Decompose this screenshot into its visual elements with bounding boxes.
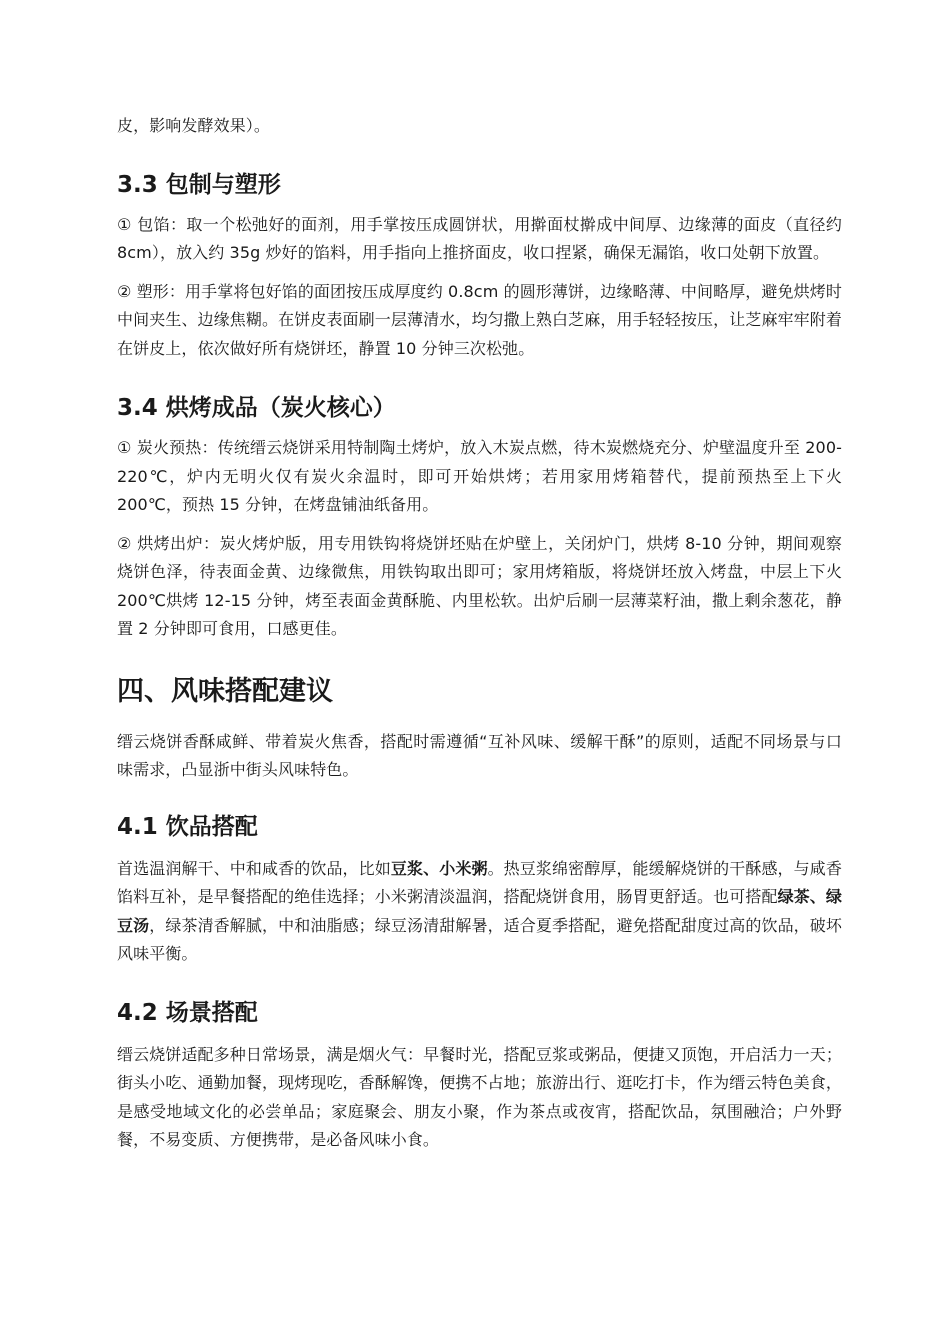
document-page	[117, 112, 842, 1155]
section-3-3-paragraph-1: ① 包馅：取一个松弛好的面剂，用手掌按压成圆饼状，用擀面杖擀成中间厚、边缘薄的面皮（直径约 8cm），放入约 35g 炒好的馅料，用手指向上推挤面皮，收口捏紧，确保无漏馅，收口处朝下放置。	[117, 214, 842, 262]
section-3-3-heading: 3.3 包制与塑形	[117, 171, 281, 198]
section-4-1-paragraph	[117, 855, 842, 969]
section-4-1-bold-1: 豆浆、小米粥	[390, 858, 488, 878]
section-4-1-text-3: ，绿茶清香解腻，中和油脂感；绿豆汤清甜解暑，适合夏季搭配，避免搭配甜度过高的饮品，破坏风味平衡。	[117, 915, 842, 963]
section-4-paragraph-1: 缙云烧饼香酥咸鲜、带着炭火焦香，搭配时需遵循“互补风味、缓解干酥”的原则，适配不同场景与口味需求，凸显浙中街头风味特色。	[117, 731, 842, 779]
section-4-1-text-1: 首选温润解干、中和咸香的饮品，比如	[117, 858, 391, 878]
section-4-2-paragraph: 缙云烧饼适配多种日常场景，满是烟火气：早餐时光，搭配豆浆或粥品，便捷又顶饱，开启活力一天；街头小吃、通勤加餐，现烤现吃，香酥解馋，便携不占地；旅游出行、逛吃打卡，作为缙云特色美食，是感受地域文化的必尝单品；家庭聚会、朋友小聚，作为茶点或夜宵，搭配饮品，氛围融洽；户外野餐，不易变质、方便携带，是必备风味小食。	[117, 1044, 842, 1149]
section-4-1-text-2: 。热豆浆绵密醇厚，能缓解烧饼的干酥感，与咸香馅料互补，是早餐搭配的绝佳选择；小米粥清淡温润，搭配烧饼食用，肠胃更舒适。也可搭配	[117, 858, 842, 906]
section-3-3-paragraph-2: ② 塑形：用手掌将包好馅的面团按压成厚度约 0.8cm 的圆形薄饼，边缘略薄、中间略厚，避免烘烤时中间夹生、边缘焦糊。在饼皮表面刷一层薄清水，均匀撒上熟白芝麻，用手轻轻按压，让芝麻牢牢附着在饼皮上，依次做好所有烧饼坯，静置 10 分钟三次松弛。	[117, 281, 842, 358]
section-3-4-heading: 3.4 烘烤成品（炭火核心）	[117, 395, 396, 421]
intro-tail-text: 皮，影响发酵效果）。	[117, 116, 271, 135]
section-4-heading: 四、风味搭配建议	[117, 675, 333, 707]
section-4-2-heading: 4.2 场景搭配	[117, 999, 258, 1026]
section-3-4-paragraph-1: ① 炭火预热：传统缙云烧饼采用特制陶土烤炉，放入木炭点燃，待木炭燃烧充分、炉壁温度升至 200-220℃，炉内无明火仅有炭火余温时，即可开始烘烤；若用家用烤箱替代，提前预热至上下火 200℃，预热 15 分钟，在烤盘铺油纸备用。	[117, 438, 842, 514]
section-3-4-paragraph-2: ② 烘烤出炉：炭火烤炉版，用专用铁钩将烧饼坯贴在炉壁上，关闭炉门，烘烤 8-10 分钟，期间观察烧饼色泽，待表面金黄、边缘微焦，用铁钩取出即可；家用烤箱版，将烧饼坯放入烤盘，中层上下火 200℃烘烤 12-15 分钟，烤至表面金黄酥脆、内里松软。出炉后刷一层薄菜籽油，撒上剩余葱花，静置 2 分钟即可食用，口感更佳。	[117, 533, 842, 638]
section-4-1-heading: 4.1 饮品搭配	[117, 813, 258, 840]
section-4-1-bold-2: 绿茶、绿豆汤	[117, 887, 842, 935]
